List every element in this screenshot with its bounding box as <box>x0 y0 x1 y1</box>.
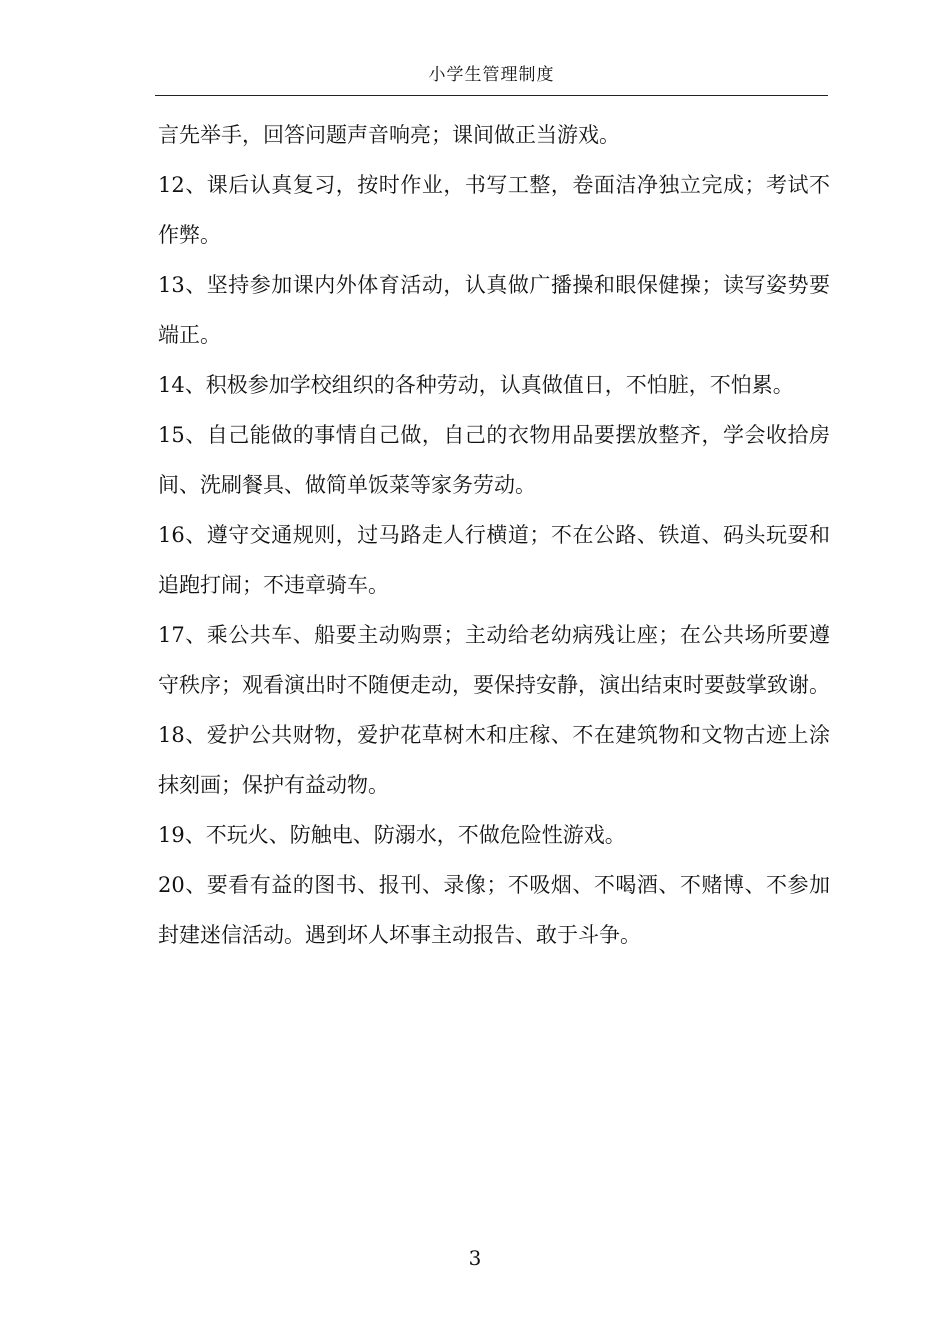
rule-item-12: 12、课后认真复习，按时作业，书写工整，卷面洁净独立完成；考试不作弊。 <box>158 173 830 247</box>
rule-item-18: 18、爱护公共财物，爱护花草树木和庄稼、不在建筑物和文物古迹上涂抹刻画；保护有益动物。 <box>158 723 830 797</box>
document-body <box>158 110 830 960</box>
page-number: 3 <box>468 1246 482 1270</box>
rule-item-17: 17、乘公共车、船要主动购票；主动给老幼病残让座；在公共场所要遵守秩序；观看演出时不随便走动，要保持安静，演出结束时要鼓掌致谢。 <box>158 623 830 697</box>
rule-item-19: 19、不玩火、防触电、防溺水，不做危险性游戏。 <box>158 823 626 847</box>
page-header-title: 小学生管理制度 <box>428 65 555 85</box>
paragraph-continuation: 言先举手，回答问题声音响亮；课间做正当游戏。 <box>158 123 620 147</box>
rule-item-20: 20、要看有益的图书、报刊、录像；不吸烟、不喝酒、不赌博、不参加封建迷信活动。遇到坏人坏事主动报告、敢于斗争。 <box>158 873 830 947</box>
rule-item-14: 14、积极参加学校组织的各种劳动，认真做值日，不怕脏，不怕累。 <box>158 373 794 397</box>
header-divider <box>155 95 828 96</box>
rule-item-13: 13、坚持参加课内外体育活动，认真做广播操和眼保健操；读写姿势要端正。 <box>158 273 830 347</box>
rule-item-15: 15、自己能做的事情自己做，自己的衣物用品要摆放整齐，学会收拾房间、洗刷餐具、做简单饭菜等家务劳动。 <box>158 423 830 497</box>
rule-item-16: 16、遵守交通规则，过马路走人行横道；不在公路、铁道、码头玩耍和追跑打闹；不违章骑车。 <box>158 523 830 597</box>
